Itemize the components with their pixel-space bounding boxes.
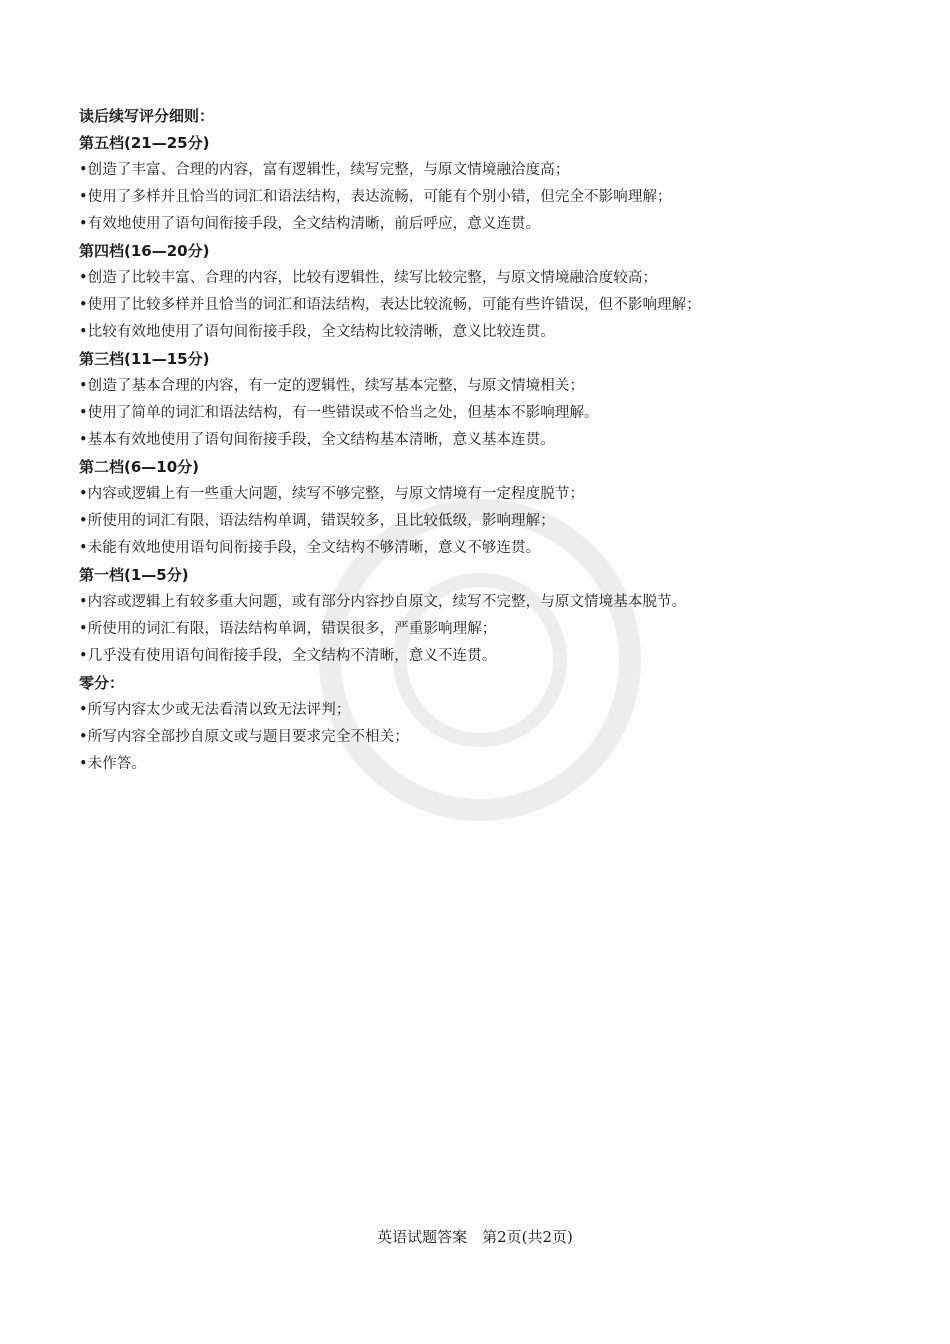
criterion-item: •使用了简单的词汇和语法结构，有一些错误或不恰当之处，但基本不影响理解。 bbox=[79, 405, 599, 421]
level-block-2 bbox=[79, 454, 879, 562]
criterion-item: •创造了丰富、合理的内容，富有逻辑性，续写完整，与原文情境融洽度高； bbox=[79, 162, 570, 178]
criterion-item: •创造了基本合理的内容，有一定的逻辑性，续写基本完整，与原文情境相关； bbox=[79, 378, 585, 394]
level-heading: 第一档(1—5分) bbox=[79, 566, 189, 584]
level-heading: 第二档(6—10分) bbox=[79, 458, 200, 476]
criterion-item: •有效地使用了语句间衔接手段，全文结构清晰，前后呼应，意义连贯。 bbox=[79, 216, 541, 232]
level-block-0 bbox=[79, 670, 879, 778]
level-block-1 bbox=[79, 562, 879, 670]
criterion-item: •内容或逻辑上有较多重大问题，或有部分内容抄自原文，续写不完整，与原文情境基本脱节。 bbox=[79, 594, 687, 610]
section-title: 读后续写评分细则： bbox=[79, 107, 215, 125]
criterion-item: •所使用的词汇有限，语法结构单调，错误很多，严重影响理解； bbox=[79, 621, 497, 637]
page-footer: 英语试题答案 第2页(共2页) bbox=[377, 1228, 573, 1246]
level-block-5 bbox=[79, 130, 879, 238]
criterion-item: •内容或逻辑上有一些重大问题，续写不够完整，与原文情境有一定程度脱节； bbox=[79, 486, 585, 502]
criterion-item: •几乎没有使用语句间衔接手段，全文结构不清晰，意义不连贯。 bbox=[79, 648, 497, 664]
level-heading: 第四档(16—20分) bbox=[79, 242, 210, 260]
level-block-3 bbox=[79, 346, 879, 454]
criterion-item: •使用了多样并且恰当的词汇和语法结构，表达流畅，可能有个别小错，但完全不影响理解； bbox=[79, 189, 672, 205]
scoring-rules bbox=[79, 103, 879, 778]
level-block-4 bbox=[79, 238, 879, 346]
criterion-item: •未作答。 bbox=[79, 756, 147, 772]
criterion-item: •所写内容全部抄自原文或与题目要求完全不相关； bbox=[79, 729, 409, 745]
criterion-item: •基本有效地使用了语句间衔接手段，全文结构基本清晰，意义基本连贯。 bbox=[79, 432, 555, 448]
level-heading: 第五档(21—25分) bbox=[79, 134, 210, 152]
criterion-item: •创造了比较丰富、合理的内容，比较有逻辑性，续写比较完整，与原文情境融洽度较高； bbox=[79, 270, 658, 286]
criterion-item: •使用了比较多样并且恰当的词汇和语法结构，表达比较流畅，可能有些许错误，但不影响理解； bbox=[79, 297, 701, 313]
criterion-item: •未能有效地使用语句间衔接手段，全文结构不够清晰，意义不够连贯。 bbox=[79, 540, 541, 556]
criterion-item: •所使用的词汇有限，语法结构单调，错误较多，且比较低级，影响理解； bbox=[79, 513, 555, 529]
level-heading: 零分： bbox=[79, 674, 125, 692]
criterion-item: •所写内容太少或无法看清以致无法评判； bbox=[79, 702, 351, 718]
level-heading: 第三档(11—15分) bbox=[79, 350, 210, 368]
criterion-item: •比较有效地使用了语句间衔接手段，全文结构比较清晰，意义比较连贯。 bbox=[79, 324, 555, 340]
